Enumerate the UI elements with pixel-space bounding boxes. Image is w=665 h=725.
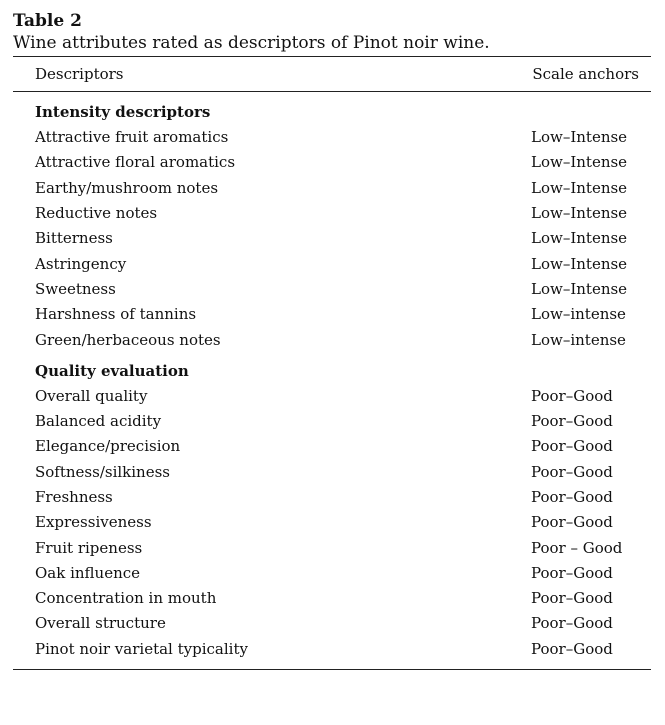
scale-anchor-cell: Poor–Good (531, 563, 613, 582)
descriptor-cell: Green/herbaceous notes (35, 330, 221, 349)
table-row (12, 434, 639, 459)
table-row (12, 510, 639, 535)
table-row (12, 637, 639, 662)
scale-anchor-cell: Low–Intense (531, 279, 628, 298)
scale-anchor-cell: Low–Intense (531, 254, 628, 273)
table-row (12, 409, 639, 434)
descriptor-cell: Harshness of tannins (35, 305, 197, 324)
descriptor-cell: Overall structure (35, 614, 166, 633)
table-row (12, 586, 639, 611)
scale-anchor-cell: Poor – Good (531, 538, 623, 557)
descriptor-cell: Fruit ripeness (35, 538, 143, 557)
table-row (12, 201, 639, 226)
table-row (12, 384, 639, 409)
scale-anchor-cell: Low–Intense (531, 178, 628, 197)
scale-anchor-cell: Low–intense (531, 330, 626, 349)
descriptor-cell: Attractive floral aromatics (35, 153, 236, 172)
table-body (12, 100, 653, 662)
descriptor-cell: Bitterness (35, 229, 113, 248)
scale-anchor-cell: Poor–Good (531, 437, 613, 456)
scale-anchor-cell: Low–intense (531, 305, 626, 324)
scale-anchor-cell: Poor–Good (531, 639, 613, 658)
descriptor-cell: Overall quality (35, 386, 148, 405)
scale-anchor-cell: Poor–Good (531, 386, 613, 405)
table-row (12, 611, 639, 636)
table-row (12, 176, 639, 201)
table-row (12, 561, 639, 586)
scale-anchor-cell: Low–Intense (531, 153, 628, 172)
table-row (12, 277, 639, 302)
descriptor-cell: Freshness (35, 488, 113, 506)
descriptor-cell: Elegance/precision (35, 437, 181, 456)
descriptor-cell: Concentration in mouth (35, 589, 217, 608)
scale-anchor-cell: Poor–Good (531, 513, 613, 532)
scale-anchor-cell: Poor–Good (531, 614, 613, 633)
table-row (12, 125, 639, 150)
descriptor-cell: Earthy/mushroom notes (35, 178, 219, 197)
table-row (12, 226, 639, 251)
table-row (12, 302, 639, 327)
scale-anchor-cell: Poor–Good (531, 412, 613, 431)
scale-anchor-cell: Poor–Good (531, 488, 613, 506)
table-row (12, 460, 639, 485)
header-rule (13, 91, 651, 92)
descriptor-cell: Attractive fruit aromatics (35, 128, 229, 147)
bottom-rule (13, 669, 651, 670)
descriptor-cell: Balanced acidity (35, 412, 162, 431)
section-title-intensity: Intensity descriptors (35, 103, 211, 121)
table-row (12, 327, 639, 352)
descriptor-cell: Astringency (35, 254, 127, 273)
scale-anchor-cell: Low–Intense (531, 128, 628, 147)
scale-anchor-cell: Low–Intense (531, 229, 628, 248)
column-header-scale-anchors: Scale anchors (532, 65, 639, 83)
scale-anchor-cell: Poor–Good (531, 462, 613, 481)
table-header-row (12, 57, 651, 91)
section-title-quality: Quality evaluation (35, 361, 189, 380)
descriptor-cell: Reductive notes (35, 204, 158, 223)
table-caption: Wine attributes rated as descriptors of Pinot noir wine. (13, 33, 490, 53)
table-row (12, 251, 639, 276)
table-label: Table 2 (13, 11, 82, 31)
table-row (12, 150, 639, 175)
column-header-descriptors: Descriptors (35, 65, 124, 83)
descriptor-cell: Pinot noir varietal typicality (35, 639, 248, 658)
descriptor-cell: Oak influence (35, 563, 141, 582)
table-row (12, 535, 639, 560)
descriptor-cell: Softness/silkiness (35, 462, 170, 481)
descriptor-cell: Expressiveness (35, 513, 152, 532)
scale-anchor-cell: Poor–Good (531, 589, 613, 608)
scale-anchor-cell: Low–Intense (531, 204, 628, 223)
table-row (12, 485, 639, 510)
descriptor-cell: Sweetness (35, 279, 116, 298)
